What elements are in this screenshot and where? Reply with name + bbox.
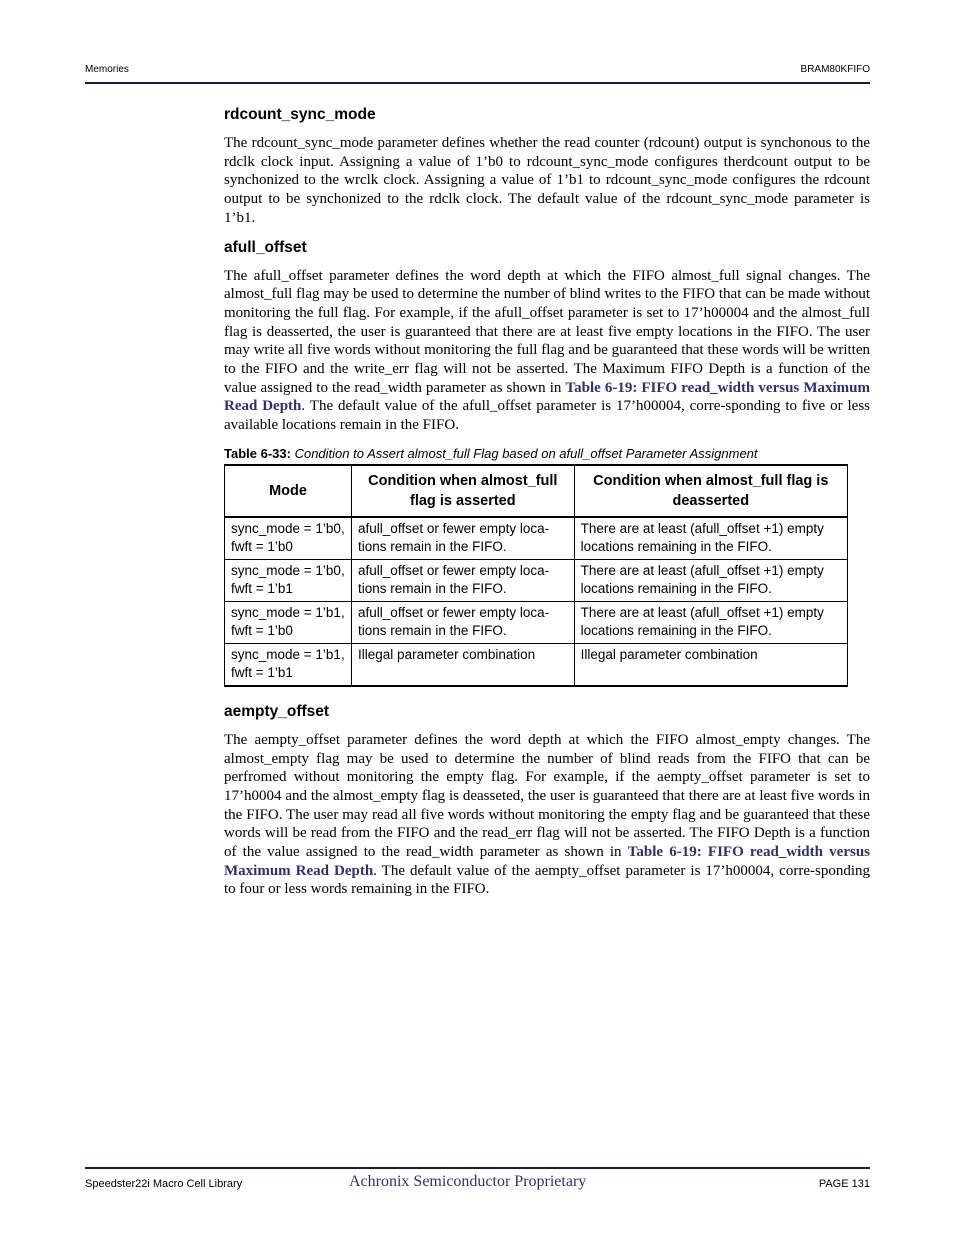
- paragraph-text: The aempty_offset parameter defines the word depth at which the FIFO almost_empty changes. The almost_empty flag may be used to determine the number of blind reads from the FIFO that can be perfromed without monitoring the empty flag. For example, if the aempty_offset parameter is set to 17’h0004 and the almost_empty flag is deasseted, the user is guaranteed that there are at least five words in the FIFO. The user may read all five words without monitoring the empty flag and be guaranteed that these words will be read from the FIFO and the read_err flag will not be asserted. The FIFO Depth is a function of the value assigned to the read_width parameter as shown in: [224, 731, 870, 861]
- paragraph-text: . The default value of the aempty_offset parameter is 17’h00004, corre-sponding to four or less words remaining in the FIFO.: [224, 862, 870, 898]
- cross-reference-link[interactable]: Table 6-19: FIFO read_width versus Maximum Read Depth: [224, 379, 870, 415]
- paragraph-text: The afull_offset parameter defines the word depth at which the FIFO almost_full signal changes. The almost_full flag may be used to determine the number of blind writes to the FIFO that can be made without monitoring the full flag. For example, if the afull_offset parameter is set to 17’h00004 and the almost_full flag is deasserted, the user is guaranteed that there are at least five empty locations in the FIFO. The user may write all five words without monitoring the full flag and be guaranteed that these words will be written to the FIFO and the write_err flag will not be asserted. The Maximum FIFO Depth is a function of the value assigned to the read_width parameter as shown in: [224, 267, 870, 396]
- almost-full-condition-table: [224, 464, 848, 687]
- footer-divider: [85, 1167, 870, 1169]
- table-header-row: [225, 465, 848, 517]
- table-title: Condition to Assert almost_full Flag based on afull_offset Parameter Assignment: [294, 445, 758, 461]
- section-heading-rdcount-sync-mode: rdcount_sync_mode: [224, 106, 376, 123]
- table-row: [225, 517, 848, 560]
- cross-reference-link[interactable]: Table 6-19: FIFO read_width versus Maximum Read Depth: [224, 844, 870, 879]
- footer-page-number: PAGE 131: [818, 1178, 870, 1190]
- header-chapter: Memories: [85, 64, 129, 75]
- cell-mode: sync_mode = 1’b1, fwft = 1’b1: [225, 643, 352, 686]
- footer-proprietary-notice: Achronix Semiconductor Proprietary: [349, 1173, 587, 1190]
- column-header-deasserted: Condition when almost_full flag is deasserted: [574, 465, 847, 517]
- paragraph-rdcount-sync-mode: The rdcount_sync_mode parameter defines whether the read counter (rdcount) output is synchonous to the rdclk clock input. Assigning a value of 1’b0 to rdcount_sync_mode configures therdcount output to be synchonized to the wrclk clock. Assigning a value of 1’b1 to rdcount_sync_mode configures the rdcount output to be synchonized to the rdclk clock. The default value of the rdcount_sync_mode parameter is 1’b1.: [224, 135, 870, 226]
- cell-asserted: Illegal parameter combination: [352, 643, 575, 686]
- cell-asserted: afull_offset or fewer empty loca-tions remain in the FIFO.: [352, 559, 575, 601]
- cell-deasserted: There are at least (afull_offset +1) empty locations remaining in the FIFO.: [574, 517, 847, 560]
- cell-mode: sync_mode = 1’b0, fwft = 1’b1: [225, 559, 352, 601]
- cell-mode: sync_mode = 1’b0, fwft = 1’b0: [225, 517, 352, 560]
- page-header: [85, 64, 870, 84]
- header-section: BRAM80KFIFO: [800, 64, 870, 75]
- column-header-asserted: Condition when almost_full flag is asserted: [352, 465, 575, 517]
- header-divider: [85, 82, 870, 84]
- section-heading-aempty-offset: aempty_offset: [224, 702, 330, 720]
- table-row: [225, 643, 848, 686]
- paragraph-aempty-offset: [224, 731, 870, 899]
- paragraph-text: . The default value of the afull_offset parameter is 17’h00004, corre-sponding to five or less available locations remain in the FIFO.: [224, 398, 870, 434]
- main-content: [224, 106, 870, 910]
- column-header-mode: Mode: [225, 465, 352, 517]
- cell-deasserted: There are at least (afull_offset +1) empty locations remaining in the FIFO.: [574, 601, 847, 643]
- section-heading-afull-offset: afull_offset: [224, 238, 307, 256]
- table-row: [225, 559, 848, 601]
- table-number: Table 6-33:: [224, 445, 291, 461]
- table-caption: [224, 446, 870, 461]
- paragraph-afull-offset: [224, 267, 870, 435]
- cell-asserted: afull_offset or fewer empty loca-tions remain in the FIFO.: [352, 601, 575, 643]
- table-row: [225, 601, 848, 643]
- footer-document-title: Speedster22i Macro Cell Library: [85, 1178, 243, 1190]
- cell-asserted: afull_offset or fewer empty loca-tions remain in the FIFO.: [352, 517, 575, 560]
- cell-deasserted: Illegal parameter combination: [574, 643, 847, 686]
- cell-deasserted: There are at least (afull_offset +1) empty locations remaining in the FIFO.: [574, 559, 847, 601]
- cell-mode: sync_mode = 1’b1, fwft = 1’b0: [225, 601, 352, 643]
- page-footer: [85, 1173, 870, 1197]
